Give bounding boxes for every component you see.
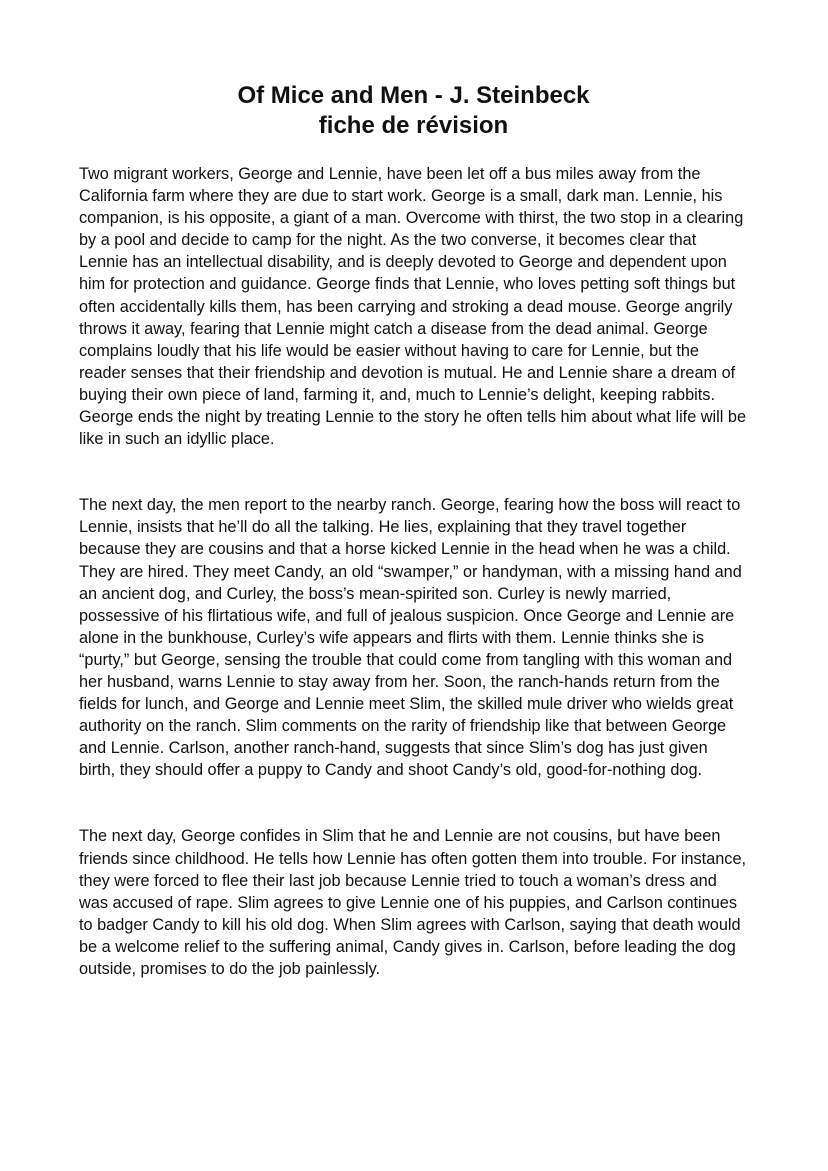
title-line-2: fiche de révision [318,112,509,139]
paragraph-3: The next day, George confides in Slim that he and Lennie are not cousins, but have been friends since childhood. He tells how Lennie has often gotten them into trouble. For instance, they were forced to flee their last job because Lennie tried to touch a woman’s dress and was accused of rape. Slim agrees to give Lennie one of his puppies, and Carlson continues to badger Candy to kill his old dog. When Slim agrees with Carlson, saying that death would be a welcome relief to the suffering animal, Candy gives in. Carlson, before leading the dog outside, promises to do the job painlessly. [79,827,747,978]
title-line-1: Of Mice and Men - J. Steinbeck [237,82,590,109]
document-title [79,81,748,141]
paragraph-1: Two migrant workers, George and Lennie, have been let off a bus miles away from the California farm where they are due to start work. George is a small, dark man. Lennie, his companion, is his opposite, a giant of a man. Overcome with thirst, the two stop in a clearing by a pool and decide to camp for the night. As the two converse, it becomes clear that Lennie has an intellectual disability, and is deeply devoted to George and dependent upon him for protection and guidance. George finds that Lennie, who loves petting soft things but often accidentally kills them, has been carrying and stroking a dead mouse. George angrily throws it away, fearing that Lennie might catch a disease from the dead animal. George complains loudly that his life would be easier without having to care for Lennie, but the reader senses that their friendship and devotion is mutual. He and Lennie share a dream of buying their own piece of land, farming it, and, much to Lennie’s delight, keeping rabbits. George ends the night by treating Lennie to the story he often tells him about what life will be like in such an idyllic place. [79,165,747,449]
paragraph-2: The next day, the men report to the nearby ranch. George, fearing how the boss will react to Lennie, insists that he’ll do all the talking. He lies, explaining that they travel together because they are cousins and that a horse kicked Lennie in the head when he was a child. They are hired. They meet Candy, an old “swamper,” or handyman, with a missing hand and an ancient dog, and Curley, the boss’s mean-spirited son. Curley is newly married, possessive of his flirtatious wife, and full of jealous suspicion. Once George and Lennie are alone in the bunkhouse, Curley’s wife appears and flirts with them. Lennie thinks she is “purty,” but George, sensing the trouble that could come from tangling with this woman and her husband, warns Lennie to stay away from her. Soon, the ranch-hands return from the fields for lunch, and George and Lennie meet Slim, the skilled mule driver who wields great authority on the ranch. Slim comments on the rarity of friendship like that between George and Lennie. Carlson, another ranch-hand, suggests that since Slim’s dog has just given birth, they should offer a puppy to Candy and shoot Candy’s old, good-for-nothing dog. [79,496,742,780]
